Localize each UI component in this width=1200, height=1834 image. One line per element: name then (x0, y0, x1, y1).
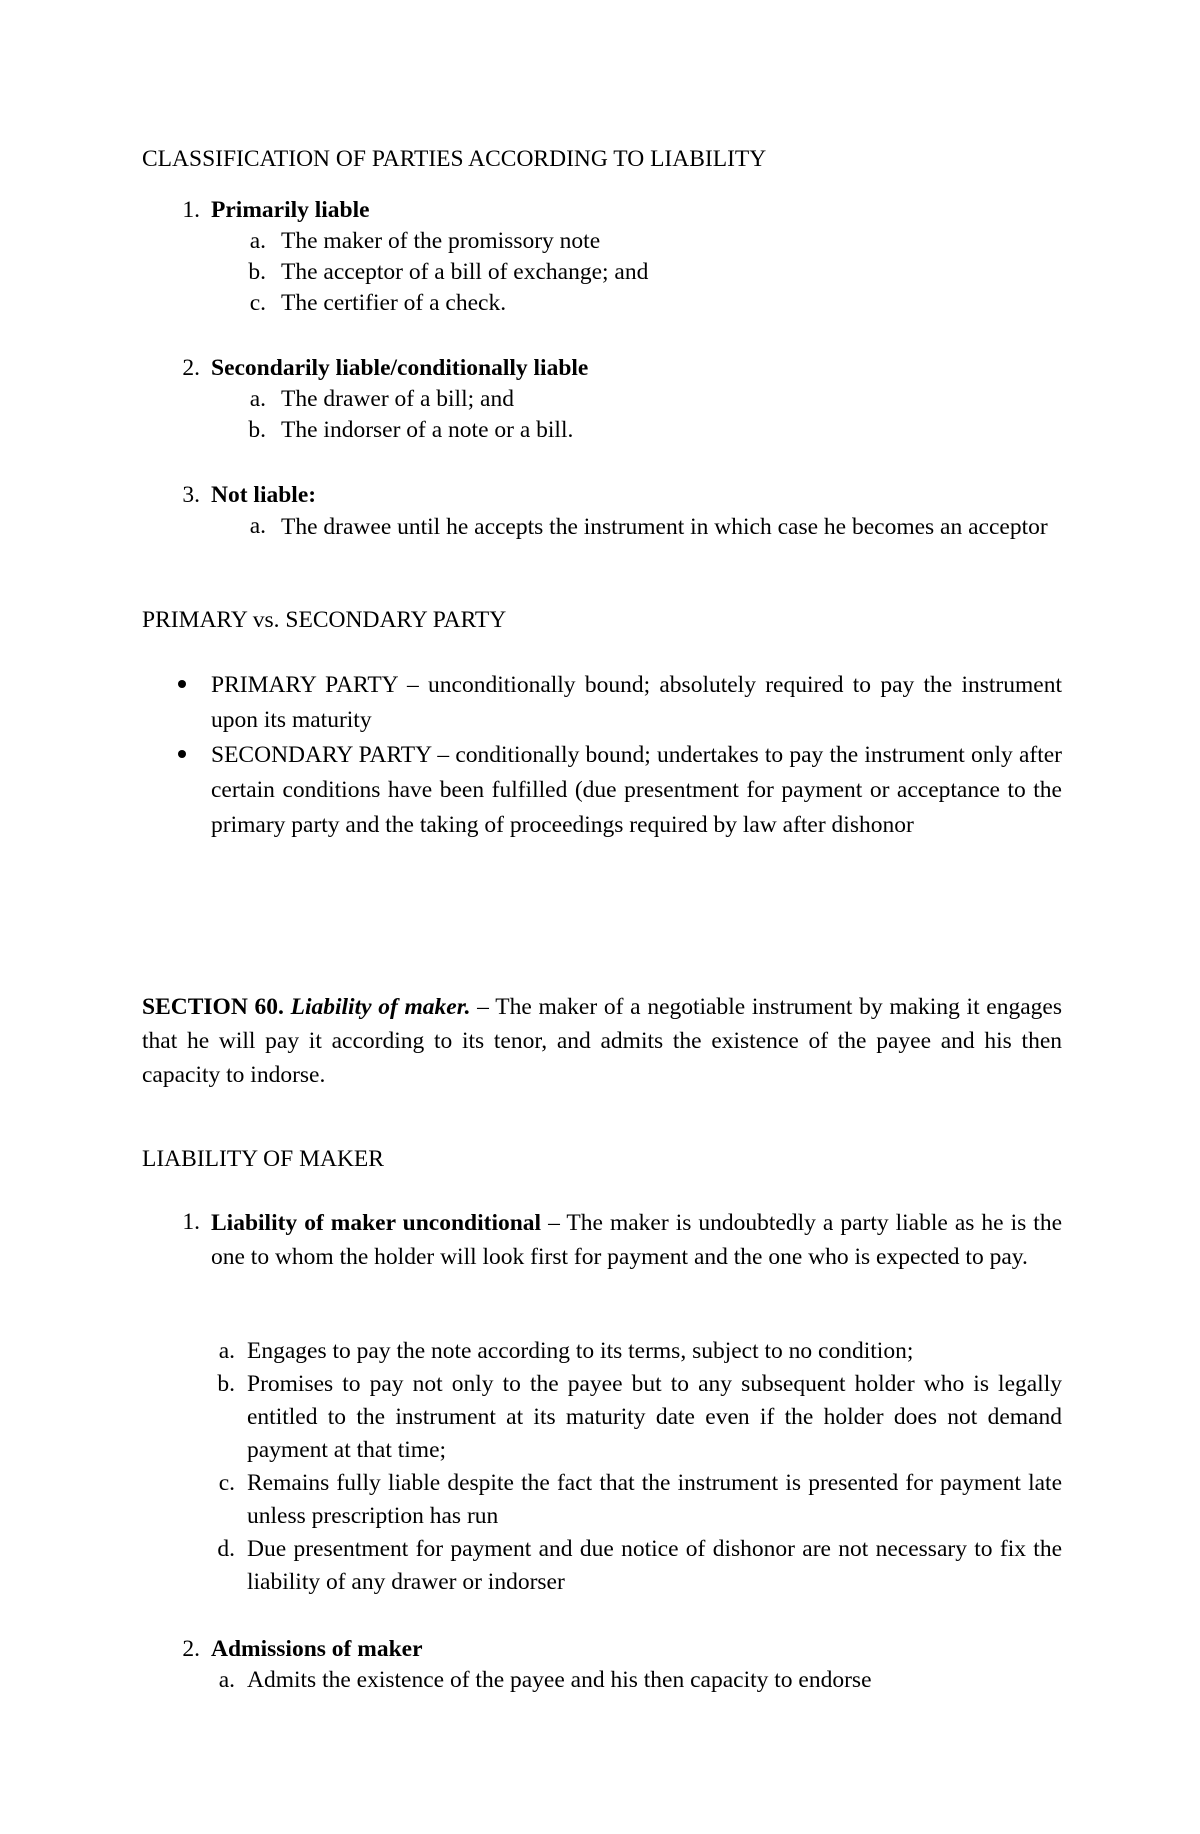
group-title: Primarily liable (211, 197, 370, 223)
list-item-text: The maker of the promissory note (281, 228, 601, 254)
list-marker: a. (249, 513, 266, 539)
list-item (0, 414, 1200, 445)
section-title: Liability of maker. (290, 994, 471, 1020)
section-60-paragraph (142, 990, 1062, 1092)
list-marker: b. (248, 259, 266, 285)
group-primarily-liable (0, 194, 1200, 318)
list-item-text: Engages to pay the note according to its terms, subject to no condition; (247, 1338, 914, 1364)
bullet-icon (178, 680, 186, 688)
list-number: 2. (182, 1636, 200, 1662)
list-item-text: The acceptor of a bill of exchange; and (281, 259, 649, 285)
list-marker: d. (217, 1536, 235, 1562)
maker-point-1 (0, 1206, 1200, 1274)
list-item-text: The indorser of a note or a bill. (281, 417, 574, 443)
list-marker: b. (217, 1371, 235, 1397)
bullet-text: – conditionally bound; undertakes to pay the instrument only after certain conditions have been fulfilled (due presentment for payment or acceptance to the primary party and the taking of proceedings required by law after dishonor (211, 742, 1062, 838)
maker-point-1-items (0, 1335, 1200, 1599)
list-item-text: The drawee until he accepts the instrument in which case he becomes an acceptor (281, 514, 1048, 540)
party-bullet-list (0, 668, 1200, 843)
list-item (0, 1368, 1200, 1467)
list-number: 1. (182, 197, 200, 223)
point-title: Liability of maker unconditional (211, 1210, 542, 1236)
bullet-term: SECONDARY PARTY (211, 742, 432, 768)
group-title: Not liable: (211, 482, 317, 508)
list-item (0, 383, 1200, 414)
list-marker: b. (248, 417, 266, 443)
list-marker: c. (249, 290, 266, 316)
group-title: Secondarily liable/conditionally liable (211, 355, 589, 381)
list-marker: a. (218, 1338, 235, 1364)
section-text: – The maker of a negotiable instrument by making it engages that he will pay it according to its tenor, and admits the existence of the payee and his then capacity to indorse. (142, 994, 1062, 1088)
list-item-text: The drawer of a bill; and (281, 386, 514, 412)
point-title: Admissions of maker (211, 1636, 423, 1662)
list-item-text: Promises to pay not only to the payee but to any subsequent holder who is legally entitled to the instrument at its maturity date even if the holder does not demand payment at that time; (247, 1371, 1062, 1463)
classification-heading: CLASSIFICATION OF PARTIES ACCORDING TO LIABILITY (142, 146, 767, 172)
bullet-term: PRIMARY PARTY (211, 672, 398, 698)
list-number: 3. (182, 482, 200, 508)
list-marker: c. (218, 1470, 235, 1496)
list-item (0, 1467, 1200, 1533)
list-item (0, 287, 1200, 318)
list-item-text: The certifier of a check. (281, 290, 507, 316)
bullet-text: – unconditionally bound; absolutely required to pay the instrument upon its maturity (211, 672, 1062, 733)
list-marker: a. (218, 1667, 235, 1693)
liability-of-maker-heading: LIABILITY OF MAKER (142, 1146, 384, 1172)
list-marker: a. (249, 386, 266, 412)
group-not-liable (0, 479, 1200, 544)
list-item (0, 256, 1200, 287)
list-marker: a. (249, 228, 266, 254)
point-text: – The maker is undoubtedly a party liable as he is the one to whom the holder will look first for payment and the one who is expected to pay. (211, 1210, 1062, 1270)
list-item (0, 1533, 1200, 1599)
section-label: SECTION 60. (142, 994, 284, 1020)
group-secondarily-liable (0, 352, 1200, 445)
list-item-text: Due presentment for payment and due notice of dishonor are not necessary to fix the liability of any drawer or indorser (247, 1536, 1062, 1595)
list-item-text: Remains fully liable despite the fact that the instrument is presented for payment late unless prescription has run (247, 1470, 1062, 1529)
list-item (0, 1335, 1200, 1368)
list-item (0, 738, 1200, 843)
primary-vs-secondary-heading: PRIMARY vs. SECONDARY PARTY (142, 607, 507, 633)
list-item (0, 225, 1200, 256)
list-item (0, 1664, 1200, 1695)
list-item (0, 668, 1200, 738)
list-number: 2. (182, 355, 200, 381)
bullet-icon (178, 750, 186, 758)
list-item (0, 510, 1200, 544)
list-number: 1. (182, 1209, 200, 1235)
list-item-text: Admits the existence of the payee and his then capacity to endorse (247, 1667, 872, 1693)
maker-point-2 (0, 1633, 1200, 1695)
